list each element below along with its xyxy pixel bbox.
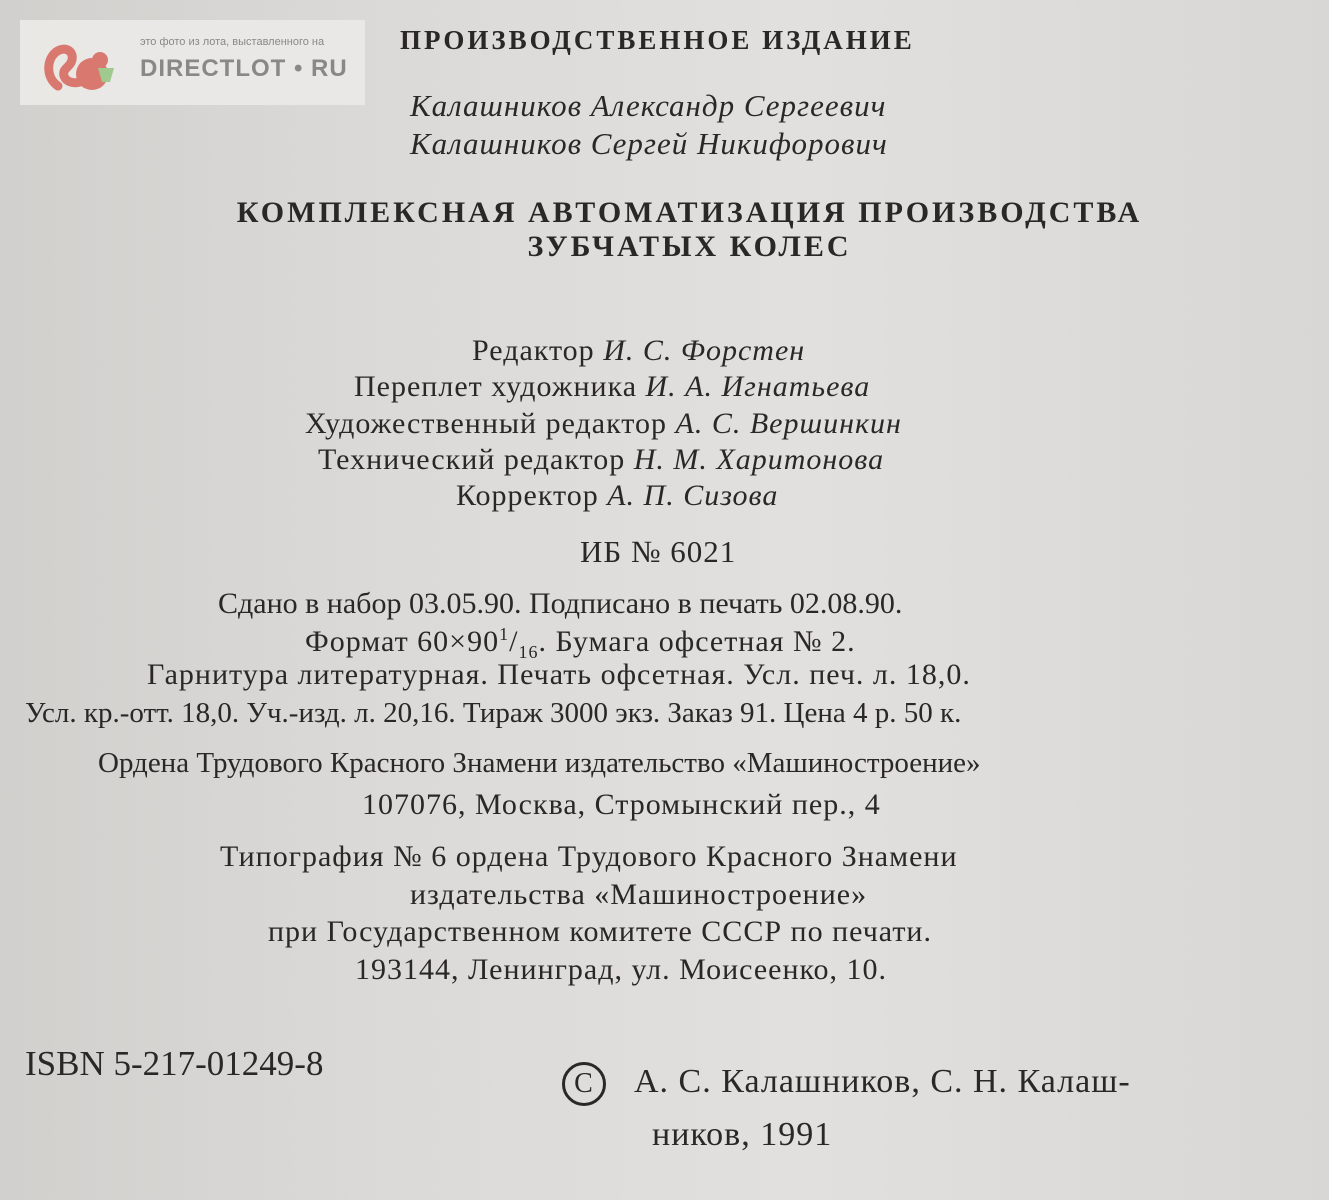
copyright-line-2: ников, 1991: [652, 1116, 833, 1153]
credit-name: А. П. Сизова: [607, 479, 779, 512]
copyright-icon: C: [562, 1062, 606, 1106]
credit-role: Технический редактор: [318, 443, 626, 476]
credit-role: Корректор: [456, 479, 599, 512]
author-1: Калашников Александр Сергеевич: [410, 88, 887, 123]
watermark-brand: DIRECTLOT • RU: [140, 55, 348, 82]
copyright-line-1: C А. С. Калашников, С. Н. Калаш-: [562, 1062, 1131, 1106]
author-2: Калашников Сергей Никифорович: [410, 126, 888, 161]
printing-house: Типография № 6 ордена Трудового Красного Знамени: [220, 840, 958, 873]
publisher-name: Ордена Трудового Красного Знамени издательство «Машиностроение»: [98, 747, 981, 779]
credit-role: Художественный редактор: [305, 407, 667, 440]
printing-publisher: издательства «Машиностроение»: [410, 878, 868, 911]
credit-role: Переплет художника: [354, 370, 638, 403]
book-title-line-1: КОМПЛЕКСНАЯ АВТОМАТИЗАЦИЯ ПРОИЗВОДСТВА: [236, 196, 1143, 229]
publisher-address: 107076, Москва, Стромынский пер., 4: [362, 788, 881, 821]
credit-role: Редактор: [472, 334, 595, 367]
printing-address: 193144, Ленинград, ул. Моисеенко, 10.: [355, 953, 888, 986]
credit-name: И. С. Форстен: [603, 334, 806, 367]
credit-technical-editor: [318, 445, 884, 475]
credit-proofreader: [456, 481, 778, 511]
credit-art-editor: [305, 409, 902, 439]
isbn: ISBN 5-217-01249-8: [25, 1044, 324, 1083]
watermark: [20, 20, 365, 105]
credit-name: Н. М. Харитонова: [633, 443, 885, 476]
imprint-dates: Сдано в набор 03.05.90. Подписано в печать 02.08.90.: [218, 587, 903, 620]
ib-number: ИБ № 6021: [580, 534, 737, 569]
credit-name: И. А. Игнатьева: [645, 370, 871, 403]
credit-name: А. С. Вершинкин: [675, 407, 902, 440]
credit-editor: [472, 336, 805, 366]
credit-binding-artist: [354, 372, 870, 402]
edition-type: ПРОИЗВОДСТВЕННОЕ ИЗДАНИЕ: [400, 25, 915, 55]
watermark-note: это фото из лота, выставленного на: [140, 36, 325, 48]
imprint-print-run: Усл. кр.-отт. 18,0. Уч.-изд. л. 20,16. Тираж 3000 экз. Заказ 91. Цена 4 р. 50 к.: [25, 697, 962, 729]
imprint-format: Формат $60\times 90^1/_{16}$. Бумага офсетная № 2.: [305, 624, 856, 662]
squirrel-logo-icon: [40, 38, 130, 98]
printing-committee: при Государственном комитете СССР по печати.: [268, 915, 932, 948]
book-title-line-2: ЗУБЧАТЫХ КОЛЕС: [527, 230, 852, 263]
imprint-typeface: Гарнитура литературная. Печать офсетная. Усл. печ. л. 18,0.: [147, 658, 971, 691]
